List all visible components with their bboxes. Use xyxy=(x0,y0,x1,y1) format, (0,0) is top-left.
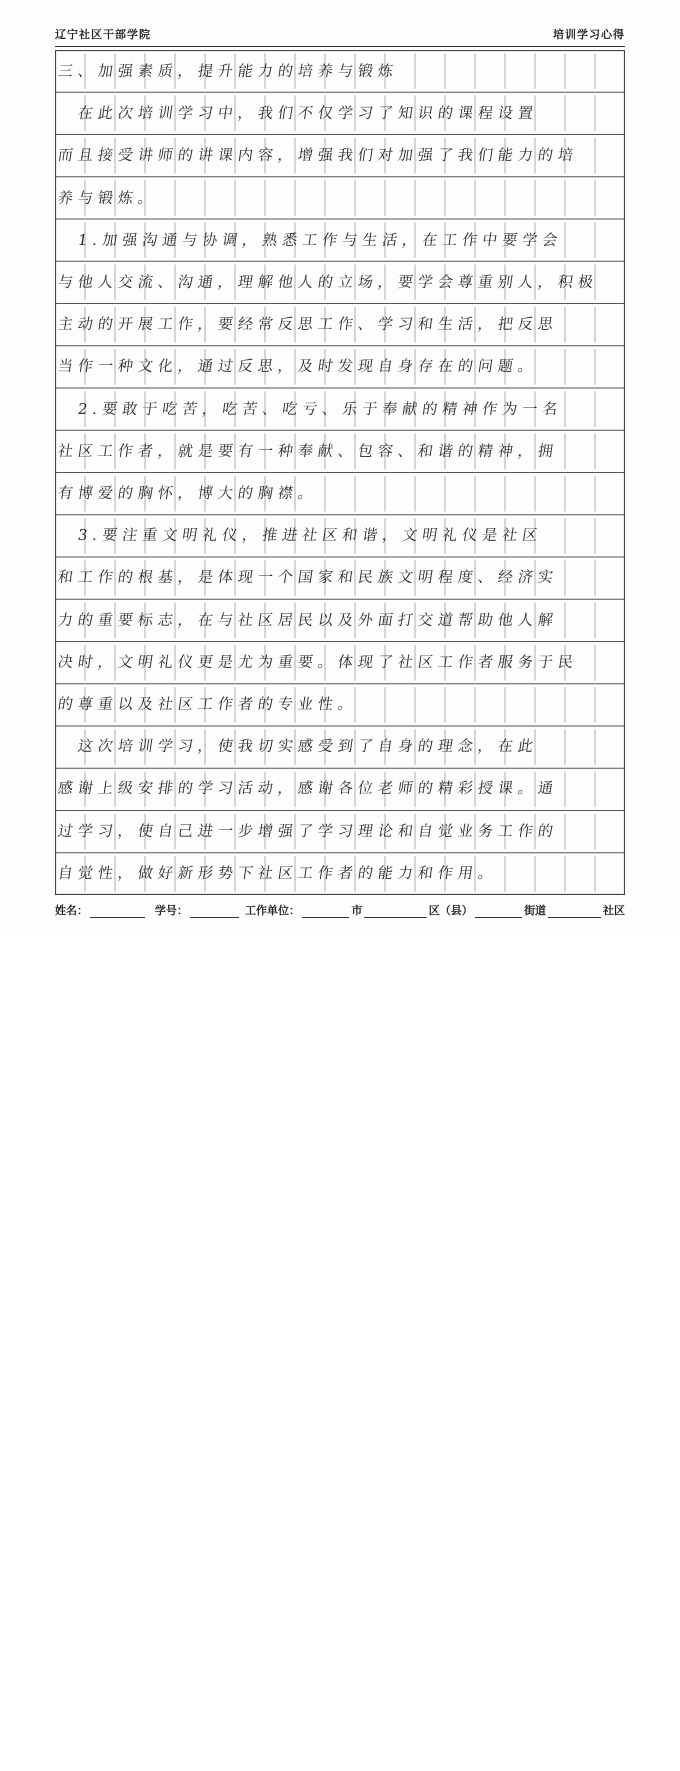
writing-grid xyxy=(55,50,625,895)
handwritten-line: 自觉性，做好新形势下社区工作者的能力和作用。 xyxy=(56,863,500,882)
handwritten-line: 三、加强素质，提升能力的培养与锻炼 xyxy=(56,62,400,80)
handwritten-line xyxy=(56,1156,625,1180)
page-footer xyxy=(55,902,625,918)
handwritten-line: 在此次培训学习中，我们不仅学习了知识的课程设置 xyxy=(56,104,540,123)
handwritten-line: 与他人交流、沟通，理解他人的立场，要学会尊重别人，积极 xyxy=(56,273,600,291)
community-label: 社区 xyxy=(603,904,626,917)
district-label: 区（县） xyxy=(428,904,473,917)
handwritten-line xyxy=(56,1325,625,1349)
handwritten-line xyxy=(56,1494,625,1518)
handwritten-line xyxy=(56,945,625,969)
work-label: 工作单位： xyxy=(245,904,301,917)
handwritten-line xyxy=(56,1620,625,1644)
handwritten-line: 和工作的根基，是体现一个国家和民族文明程度、经济实 xyxy=(56,568,560,587)
handwritten-line xyxy=(56,1536,625,1560)
handwritten-line: 主动的开展工作，要经常反思工作、学习和生活，把反思 xyxy=(56,315,560,334)
page-header xyxy=(55,20,625,47)
handwritten-line: 决时，文明礼仪更是尤为重要。体现了社区工作者服务于民 xyxy=(56,652,580,671)
handwritten-line xyxy=(56,1452,625,1476)
handwritten-line xyxy=(56,1747,625,1771)
district-blank xyxy=(364,905,426,918)
handwritten-line xyxy=(56,1030,625,1054)
community-blank xyxy=(548,905,601,918)
handwritten-line: 力的重要标志，在与社区居民以及外面打交道帮助他人解 xyxy=(56,610,560,629)
handwritten-line: 而且接受讲师的讲课内容，增强我们对加强了我们能力的培 xyxy=(56,146,580,165)
handwritten-line: 当作一种文化，通过反思，及时发现自身存在的问题。 xyxy=(56,357,540,376)
handwritten-line xyxy=(56,1114,625,1138)
name-label: 姓名： xyxy=(55,904,88,917)
city-label: 市 xyxy=(351,904,363,917)
handwritten-line xyxy=(56,1367,625,1391)
handwritten-line xyxy=(56,1198,625,1222)
handwritten-line xyxy=(56,1241,625,1265)
street-blank xyxy=(475,905,522,918)
handwritten-line xyxy=(56,1663,625,1687)
handwritten-line: 1.加强沟通与协调，熟悉工作与生活，在工作中要学会 xyxy=(56,230,564,249)
handwritten-line xyxy=(56,987,625,1011)
handwritten-line: 有博爱的胸怀，博大的胸襟。 xyxy=(56,484,320,502)
city-blank xyxy=(302,905,349,918)
handwritten-line: 社区工作者，就是要有一种奉献、包容、和谐的精神，拥 xyxy=(56,441,560,460)
school-name: 辽宁社区干部学院 xyxy=(55,28,151,41)
handwritten-line xyxy=(56,1409,625,1433)
street-label: 街道 xyxy=(524,904,547,917)
handwritten-line: 的尊重以及社区工作者的专业性。 xyxy=(56,695,360,713)
handwritten-lines xyxy=(55,50,625,895)
id-label: 学号： xyxy=(154,904,188,917)
handwritten-line: 这次培训学习，使我切实感受到了自身的理念，在此 xyxy=(56,737,540,756)
handwritten-line xyxy=(56,1283,625,1307)
handwritten-line: 3.要注重文明礼仪，推进社区和谐，文明礼仪是社区 xyxy=(56,526,544,545)
name-blank xyxy=(90,905,145,918)
handwritten-line: 2.要敢于吃苦，吃苦、吃亏、乐于奉献的精神作为一名 xyxy=(56,399,564,418)
handwritten-line xyxy=(56,1705,625,1729)
handwritten-line: 过学习，使自己进一步增强了学习理论和自觉业务工作的 xyxy=(56,821,560,840)
handwritten-line: 养与锻炼。 xyxy=(56,188,160,207)
handwritten-line: 感谢上级安排的学习活动，感谢各位老师的精彩授课。通 xyxy=(56,779,560,798)
handwritten-line xyxy=(56,1072,625,1096)
handwritten-line xyxy=(56,1578,625,1602)
id-blank xyxy=(190,905,239,918)
document-title: 培训学习心得 xyxy=(553,28,625,41)
